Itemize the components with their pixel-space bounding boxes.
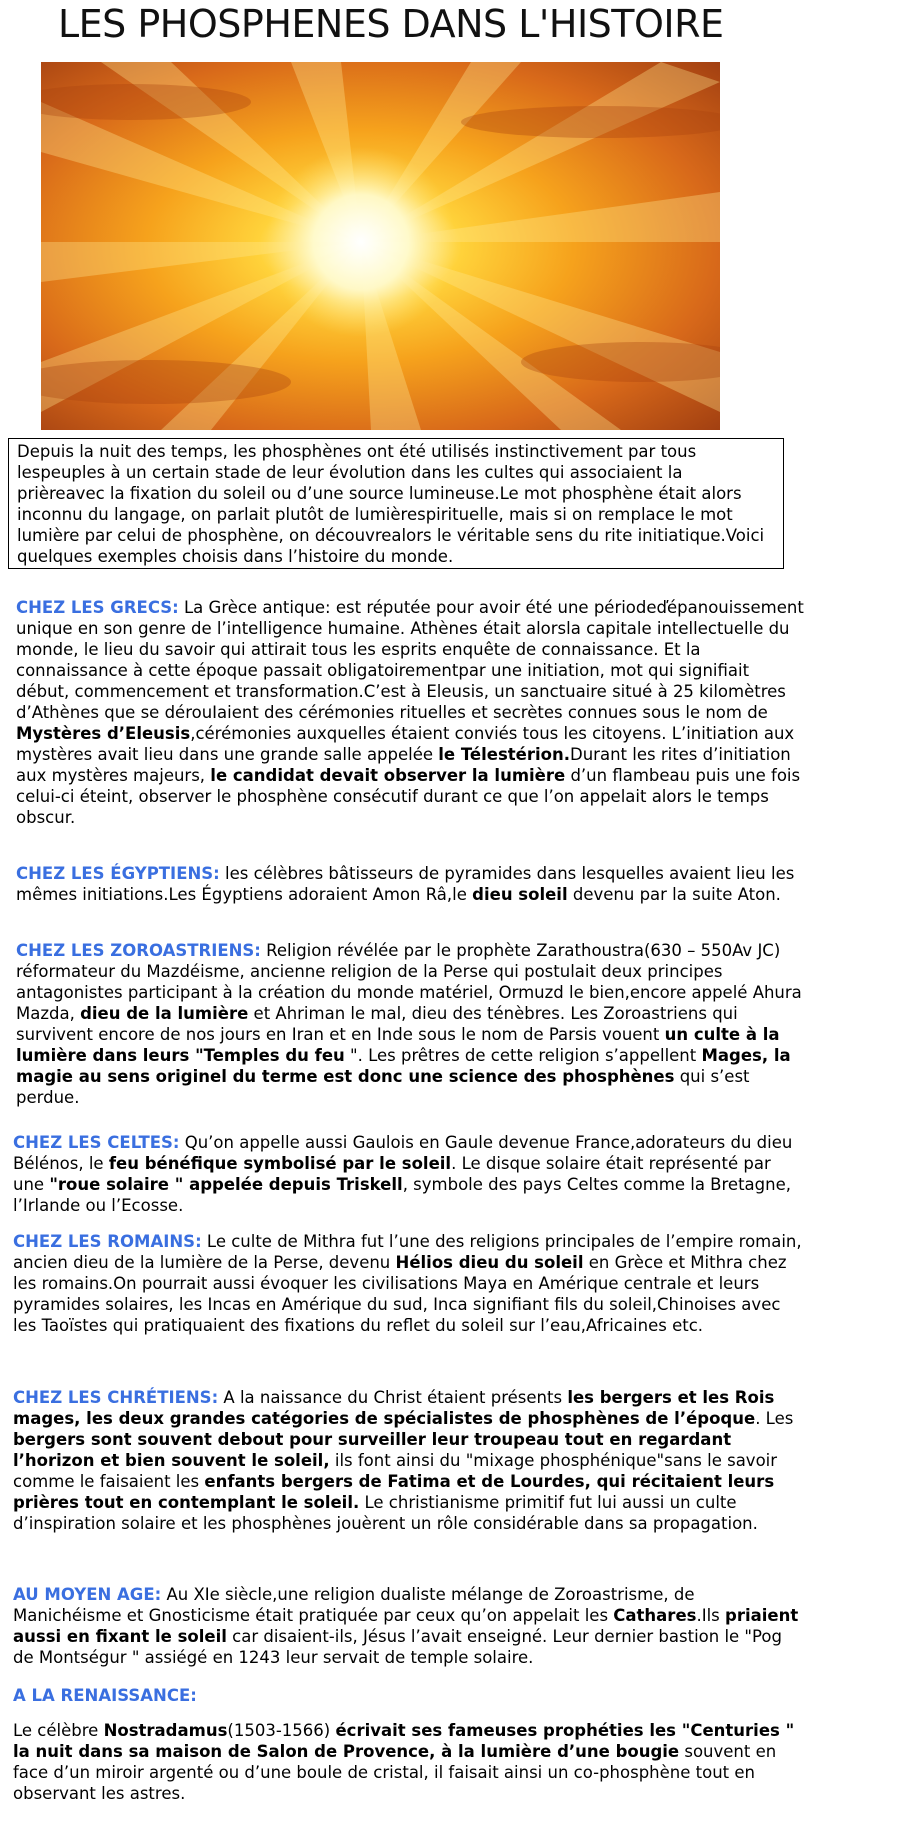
section-heading: CHEZ LES ZOROASTRIENS: (16, 941, 261, 960)
section-bold: le candidat devait observer la lumière (210, 766, 566, 785)
section-renaissance-heading (13, 1685, 197, 1706)
section-text: et Ahriman le mal, dieu des ténèbres. Les Zoroastriens qui survivent encore de nos jours en Iran et en Inde sous le nom de Parsis vouent (16, 1004, 738, 1044)
section-text: car disaient-ils, Jésus l’avait enseigné. Leur dernier bastion le "Pog de Montségur " assiégé en 1243 leur servait de temple solaire. (13, 1627, 782, 1667)
section-text: A la naissance du Christ étaient présents (218, 1388, 568, 1407)
section-bold: dieu de la lumière (80, 1004, 249, 1023)
section-chretiens (13, 1387, 803, 1534)
section-text: Le christianisme primitif fut lui aussi un culte d’inspiration solaire et les phosphènes jouèrent un rôle considérable dans sa propagation. (13, 1493, 758, 1533)
section-bold: "roue solaire " appelée depuis Triskell (49, 1175, 403, 1194)
section-bold: un culte à la lumière dans leurs "Temples du feu (16, 1025, 780, 1065)
section-moyen-age (13, 1584, 803, 1668)
section-text: (1503-1566) (227, 1721, 336, 1740)
section-text: . Le disque solaire était représenté par une (13, 1154, 771, 1194)
section-bold: écrivait ses fameuses prophéties les "Centuries " la nuit dans sa maison de Salon de Provence, à la lumière d’une bougie (13, 1721, 795, 1761)
page-title: LES PHOSPHENES DANS L'HISTOIRE (58, 2, 724, 46)
section-text: Qu’on appelle aussi Gaulois en Gaule devenue France,adorateurs du dieu Bélénos, le (13, 1133, 793, 1173)
section-grecs (16, 597, 806, 828)
section-text: . Les (755, 1409, 794, 1428)
section-heading: A LA RENAISSANCE: (13, 1686, 197, 1705)
section-text: Le célèbre (13, 1721, 104, 1740)
section-bold: Cathares (613, 1606, 697, 1625)
section-text: Au XIe siècle,une religion dualiste mélange de Zoroastrisme, de Manichéisme et Gnosticisme était pratiquée par ceux qu’on appelait les (13, 1585, 695, 1625)
section-heading: CHEZ LES ÉGYPTIENS: (16, 864, 220, 883)
section-bold: bergers sont souvent debout pour surveiller leur troupeau tout en regardant l’horizon et bien souvent le soleil, (13, 1430, 732, 1470)
section-bold: Nostradamus (103, 1721, 228, 1740)
section-zoroastriens (16, 940, 806, 1108)
section-text: qui s’est perdue. (16, 1067, 750, 1107)
section-text: Le culte de Mithra fut l’une des religions principales de l’empire romain, ancien dieu de la lumière de la Perse, devenu (13, 1232, 802, 1272)
sun-rays-icon (41, 62, 720, 430)
section-bold: enfants bergers de Fatima et de Lourdes, qui récitaient leurs prières tout en contemplant le soleil. (13, 1472, 775, 1512)
section-bold: Hélios dieu du soleil (395, 1253, 584, 1272)
section-text: La Grèce antique: est réputée pour avoir été une périodeďépanouissement unique en son genre de l’intelligence humaine. Athènes était alorsla capitale intellectuelle du monde, le lieu du savoir qui attirait tous les esprits enquête de connaissance. Et la connaissance à cette époque passait obligatoirementpar une initiation, mot qui signifiait début, commencement et transformation.C’est à Eleusis, un sanctuaire situé à 25 kilomètres d’Athènes que se dérouIaient des cérémonies rituelles et secrètes connues sous le nom de (16, 598, 804, 722)
section-text: souvent en face d’un miroir argenté ou d’une boule de cristal, il faisait ainsi un co-phosphène tout en observant les astres. (13, 1742, 777, 1803)
section-bold: Mages, la magie au sens originel du terme est donc une science des phosphènes (16, 1046, 791, 1086)
section-bold: le Télestérion. (438, 745, 571, 764)
section-text: devenu par la suite Aton. (567, 885, 781, 904)
section-heading: CHEZ LES CELTES: (13, 1133, 180, 1152)
section-heading: CHEZ LES ROMAINS: (13, 1232, 202, 1251)
section-bold: feu bénéfique symbolisé par le soleil (108, 1154, 452, 1173)
section-bold: Mystères d’Eleusis (16, 724, 191, 743)
intro-box: Depuis la nuit des temps, les phosphènes ont été utilisés instinctivement par tous lespeuples à un certain stade de leur évolution dans les cultes qui associaient la prièreavec la fixation du soleil ou d’une source lumineuse.Le mot phosphène était alors inconnu du langage, on parlait plutôt de lumièrespirituelle, mais si on remplace le mot lumière par celui de phosphène, on découvrealors le véritable sens du rite initiatique.Voici quelques exemples choisis dans l’histoire du monde. (8, 438, 784, 569)
section-text: ". Les prêtres de cette religion s’appellent (344, 1046, 702, 1065)
section-text: les célèbres bâtisseurs de pyramides dans lesquelles avaient lieu les mêmes initiations.Les Égyptiens adoraient Amon Râ,le (16, 864, 795, 904)
section-text: , symbole des pays Celtes comme la Bretagne, l’Irlande ou l’Ecosse. (13, 1175, 791, 1215)
section-text: d’un flambeau puis une fois celui-ci éteint, observer le phosphène consécutif durant ce que l’on appelait alors le temps obscur. (16, 766, 801, 827)
section-egyptiens (16, 863, 806, 905)
section-renaissance (13, 1720, 803, 1804)
section-bold: les bergers et les Rois mages, les deux grandes catégories de spécialistes de phosphènes de l’époque (13, 1388, 775, 1428)
section-romains (13, 1231, 803, 1336)
section-heading: AU MOYEN AGE: (13, 1585, 162, 1604)
section-text: Religion révélée par le prophète Zarathoustra(630 – 550Av JC) réformateur du Mazdéisme, ancienne religion de la Perse qui postulait deux principes antagonistes participant à la création du monde matériel, Ormuzd le bien,encore appelé Ahura Mazda, (16, 941, 802, 1023)
section-text: ils font ainsi du "mixage phosphénique"sans le savoir comme le faisaient les (13, 1451, 778, 1491)
section-bold: priaient aussi en fixant le soleil (13, 1606, 799, 1646)
section-text: .Ils (696, 1606, 726, 1625)
section-heading: CHEZ LES CHRÉTIENS: (13, 1388, 219, 1407)
section-text: en Grèce et Mithra chez les romains.On pourrait aussi évoquer les civilisations Maya en Amérique centrale et leurs pyramides solaires, les Incas en Amérique du sud, Inca signifiant fils du soleil,Chinoises avec les Taoïstes qui pratiquaient des fixations du reflet du soleil sur l’eau,Africaines etc. (13, 1253, 787, 1335)
section-text: Durant les rites d’initiation aux mystères majeurs, (16, 745, 791, 785)
section-text: ,cérémonies auxquelles étaient conviés tous les citoyens. L’initiation aux mystères avait lieu dans une grande salle appelée (16, 724, 795, 764)
section-heading: CHEZ LES GRECS: (16, 598, 179, 617)
sun-banner-image (41, 62, 720, 430)
section-bold: dieu soleil (472, 885, 568, 904)
section-celtes (13, 1132, 803, 1216)
